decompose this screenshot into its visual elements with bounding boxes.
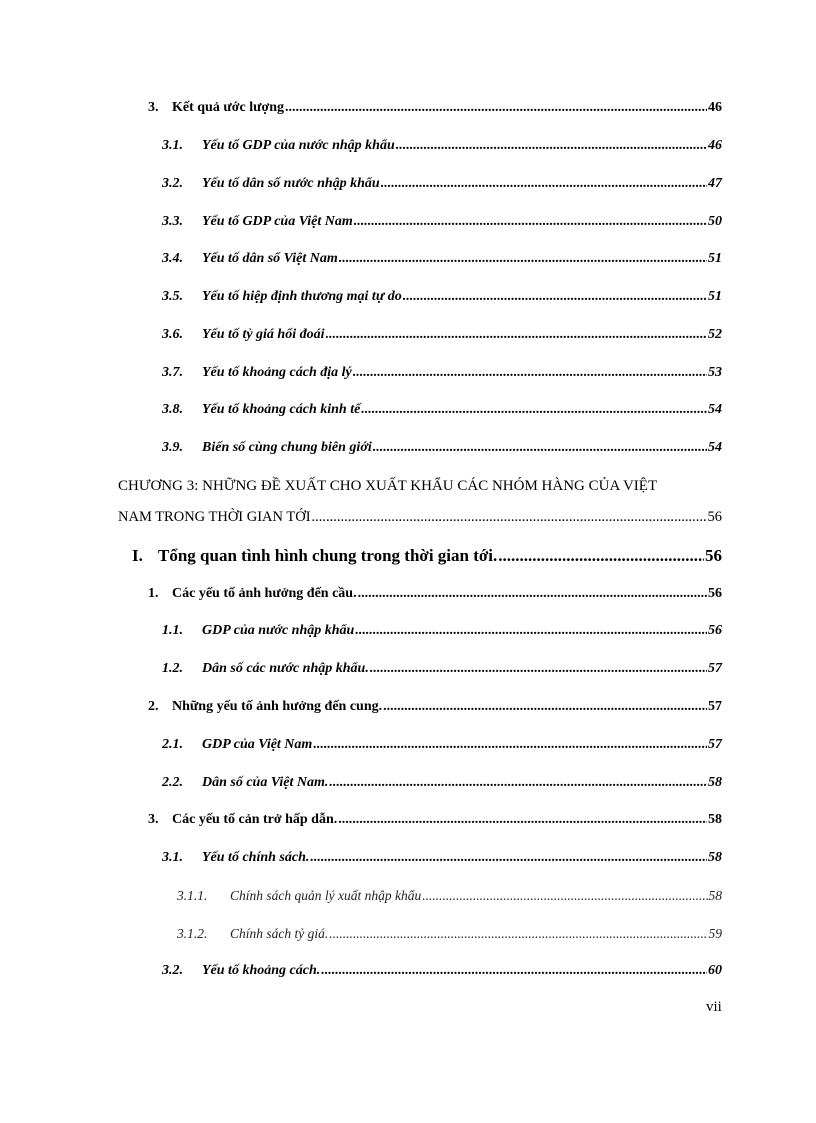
toc-entry-number: 3.8. — [162, 402, 183, 417]
toc-leader-dots — [321, 963, 707, 979]
toc-entry-page: 60 — [708, 963, 722, 978]
toc-entry-page: 50 — [708, 214, 722, 229]
toc-entry-title: Yếu tố khoảng cách. — [202, 963, 321, 978]
toc-entry-page: 46 — [708, 138, 722, 153]
toc-leader-dots — [370, 661, 707, 677]
toc-entry-page: 51 — [708, 251, 722, 266]
toc-entry-page: 58 — [708, 888, 722, 903]
toc-entry[interactable] — [162, 176, 722, 192]
toc-entry-title: GDP của Việt Nam — [202, 737, 313, 752]
toc-leader-dots — [355, 623, 707, 639]
toc-chapter-line2: NAM TRONG THỜI GIAN TỚI — [118, 509, 311, 525]
toc-leader-dots — [498, 546, 704, 566]
toc-entry-page: 54 — [708, 440, 722, 455]
toc-entry-title: Tổng quan tình hình chung trong thời gian tới. — [158, 546, 498, 565]
toc-entry-number: 2. — [148, 699, 159, 714]
toc-entry-title: Những yếu tố ảnh hưởng đến cung. — [172, 699, 383, 714]
toc-entry[interactable] — [148, 586, 722, 602]
toc-entry-number: 3.6. — [162, 327, 183, 342]
toc-entry-title: GDP của nước nhập khẩu — [202, 623, 355, 638]
toc-entry-page: 57 — [708, 661, 722, 676]
toc-entry-number: 2.1. — [162, 737, 183, 752]
toc-entry-title: Yếu tố GDP của Việt Nam — [202, 214, 353, 229]
toc-entry-number: I. — [132, 546, 143, 565]
toc-entry-title: Yếu tố khoảng cách kinh tế — [202, 402, 361, 417]
toc-entry-number: 3.1.1. — [177, 888, 208, 903]
toc-entry-title: Chính sách quản lý xuất nhập khẩu — [230, 888, 422, 903]
toc-entry-page: 58 — [708, 850, 722, 865]
toc-entry-title: Yếu tố khoảng cách địa lý — [202, 365, 352, 380]
toc-entry[interactable] — [132, 546, 722, 566]
toc-leader-dots — [310, 850, 707, 866]
toc-entry-title: Yếu tố tỷ giá hối đoái — [202, 327, 325, 342]
toc-leader-dots — [403, 289, 707, 305]
toc-entry-number: 3.3. — [162, 214, 183, 229]
toc-entry-title: Yếu tố dân số nước nhập khẩu — [202, 176, 380, 191]
toc-entry[interactable] — [177, 888, 722, 904]
toc-entry-number: 3.9. — [162, 440, 183, 455]
toc-entry-page: 52 — [708, 327, 722, 342]
toc-entry-title: Chính sách tỷ giá. — [230, 926, 329, 941]
toc-leader-dots — [312, 509, 707, 526]
toc-entry-page: 56 — [707, 509, 722, 525]
toc-entry-title: Các yếu tố ảnh hưởng đến cầu. — [172, 586, 357, 601]
toc-leader-dots — [285, 100, 707, 116]
toc-leader-dots — [329, 926, 707, 942]
toc-entry-title: Biến số cùng chung biên giới — [202, 440, 372, 455]
toc-entry-number: 1.1. — [162, 623, 183, 638]
toc-entry-number: 3.2. — [162, 963, 183, 978]
toc-entry-number: 3.5. — [162, 289, 183, 304]
toc-entry-page: 47 — [708, 176, 722, 191]
toc-leader-dots — [313, 737, 707, 753]
toc-entry-number: 3.7. — [162, 365, 183, 380]
toc-entry-number: 3. — [148, 812, 159, 827]
toc-entry[interactable] — [162, 251, 722, 267]
toc-entry-page: 57 — [708, 699, 722, 714]
toc-entry[interactable] — [148, 100, 722, 116]
toc-entry-page: 46 — [708, 100, 722, 115]
toc-entry-page: 58 — [708, 775, 722, 790]
toc-entry-page: 56 — [708, 623, 722, 638]
toc-entry-page: 51 — [708, 289, 722, 304]
toc-entry-title: Yếu tố chính sách. — [202, 850, 310, 865]
toc-entry-number: 1.2. — [162, 661, 183, 676]
toc-entry[interactable] — [162, 289, 722, 305]
toc-entry[interactable] — [162, 737, 722, 753]
toc-entry-number: 3.1. — [162, 138, 183, 153]
toc-entry[interactable] — [162, 402, 722, 418]
toc-leader-dots — [338, 812, 707, 828]
toc-entry-number: 3.4. — [162, 251, 183, 266]
toc-entry-title: Yếu tố dân số Việt Nam — [202, 251, 338, 266]
toc-leader-dots — [353, 365, 707, 381]
page-number: vii — [706, 999, 722, 1015]
toc-entry-page: 56 — [708, 586, 722, 601]
toc-entry[interactable] — [162, 850, 722, 866]
toc-entry-page: 57 — [708, 737, 722, 752]
toc-entry[interactable] — [148, 699, 722, 715]
toc-entry-title: Dân số các nước nhập khẩu. — [202, 661, 369, 676]
toc-leader-dots — [422, 888, 707, 904]
toc-entry[interactable] — [162, 214, 722, 230]
toc-entry[interactable] — [162, 963, 722, 979]
toc-entry-number: 1. — [148, 586, 159, 601]
toc-leader-dots — [373, 440, 707, 456]
toc-leader-dots — [326, 327, 708, 343]
toc-entry[interactable] — [177, 926, 722, 942]
toc-entry-title: Yếu tố hiệp định thương mại tự do — [202, 289, 402, 304]
toc-entry-number: 3.1.2. — [177, 926, 208, 941]
toc-entry[interactable] — [162, 661, 722, 677]
toc-entry[interactable] — [162, 623, 722, 639]
toc-entry-number: 3. — [148, 100, 159, 115]
toc-leader-dots — [329, 775, 707, 791]
toc-entry-number: 3.2. — [162, 176, 183, 191]
toc-entry[interactable] — [162, 775, 722, 791]
toc-entry-page: 54 — [708, 402, 722, 417]
toc-entry[interactable] — [148, 812, 722, 828]
toc-entry-page: 59 — [708, 926, 722, 941]
toc-entry-number: 2.2. — [162, 775, 183, 790]
toc-entry-title: Yếu tố GDP của nước nhập khẩu — [202, 138, 395, 153]
toc-entry-page: 53 — [708, 365, 722, 380]
toc-chapter-line1[interactable]: CHƯƠNG 3: NHỮNG ĐỀ XUẤT CHO XUẤT KHẨU CÁC NHÓM HÀNG CỦA VIỆT — [118, 478, 658, 494]
toc-entry[interactable] — [162, 138, 722, 154]
toc-entry[interactable] — [162, 365, 722, 381]
toc-entry-title: Các yếu tố cản trở hấp dẫn. — [172, 812, 338, 827]
toc-entry-number: 3.1. — [162, 850, 183, 865]
toc-leader-dots — [361, 402, 707, 418]
toc-chapter-entry[interactable] — [118, 509, 722, 526]
toc-entry-page: 56 — [705, 546, 722, 565]
toc-leader-dots — [339, 251, 707, 267]
toc-leader-dots — [383, 699, 707, 715]
toc-entry[interactable] — [162, 440, 722, 456]
toc-entry[interactable] — [162, 327, 722, 343]
toc-entry-title: Dân số của Việt Nam. — [202, 775, 329, 790]
toc-leader-dots — [396, 138, 707, 154]
toc-leader-dots — [381, 176, 707, 192]
toc-leader-dots — [358, 586, 707, 602]
toc-entry-page: 58 — [708, 812, 722, 827]
toc-leader-dots — [354, 214, 707, 230]
toc-entry-title: Kết quả ước lượng — [172, 100, 285, 115]
